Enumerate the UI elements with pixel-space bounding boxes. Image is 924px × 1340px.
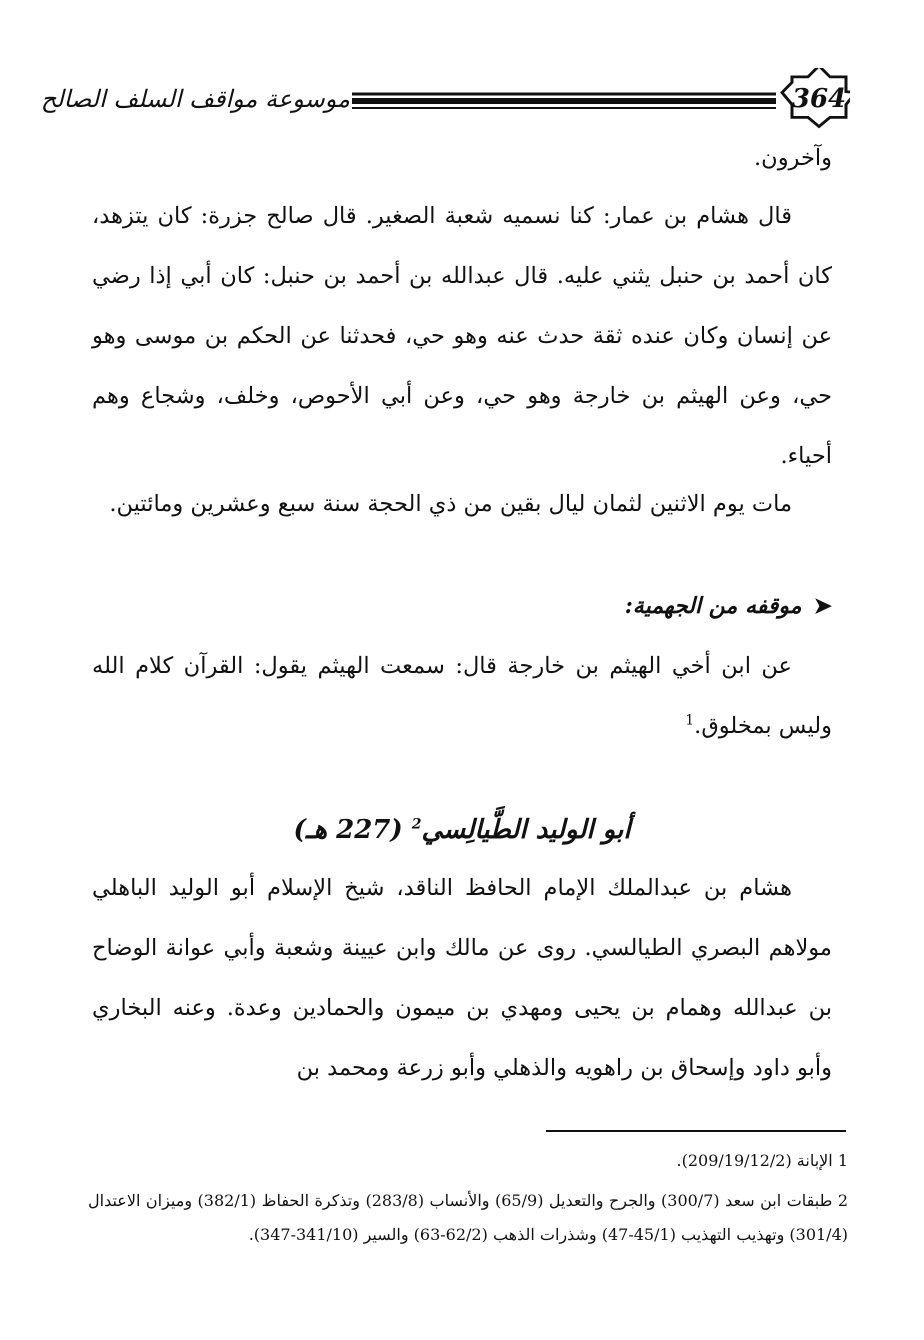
paragraph-text: عن ابن أخي الهيثم بن خارجة قال: سمعت الهيثم يقول: القرآن كلام الله وليس بمخلوق. [92,653,832,739]
paragraph: مات يوم الاثنين لثمان ليال بقين من ذي الحجة سنة سبع وعشرين ومائتين. [109,491,792,517]
paragraph: هشام بن عبدالملك الإمام الحافظ الناقد، شيخ الإسلام أبو الوليد الباهلي مولاهم البصري الطيالسي. روى عن مالك وابن عيينة وشعبة وأبي عوانة الوضاح بن عبدالله وهمام بن يحيى ومهدي بن ميمون والحمادين وعدة. وعنه البخاري وأبو داود وإسحاق بن راهويه والذهلي وأبو زرعة ومحمد بن [92,875,832,1081]
footnote-number: 1 [837,1151,848,1170]
paragraph: قال هشام بن عمار: كنا نسميه شعبة الصغير. قال صالح جزرة: كان يتزهد، كان أحمد بن حنبل يثني عليه. قال عبدالله بن أحمد بن حنبل: كان أبي إذا رضي عن إنسان وكان عنده ثقة حدث عنه وهو حي، فحدثنا عن الحكم بن موسى وهو حي، وعن الهيثم بن خارجة وهو حي، وعن أبي الأحوص، وخلف، وشجاع وهم أحياء. [92,203,832,469]
subheading [92,582,832,630]
footnote-text: الإبانة (209/19/12/2). [676,1151,833,1170]
section-title-name: أبو الوليد الطَّيالِسي [421,815,631,845]
footnote-divider [546,1130,846,1132]
footnote-text: طبقات ابن سعد (300/7) والجرح والتعديل (65/9) والأنساب (283/8) وتذكرة الحفاظ (382/1) وميزان الاعتدال (301/4) وتهذيب التهذيب (45/1-47) وشذرات الذهب (62/2-63) والسير (341/10-347). [88,1191,848,1244]
continuation-line: وآخرون. [754,145,832,171]
footnote-ref: 1 [685,712,695,729]
paragraph [92,636,832,756]
footnote [88,1184,848,1252]
page-number: 364 [791,84,847,114]
footnote-number: 2 [837,1191,848,1210]
subheading-text: موقفه من الجهمية: [624,593,802,619]
section-title-date: (227 هـ) [293,815,403,845]
arrow-bullet-icon: ➤ [813,593,832,619]
running-title: موسوعة مواقف السلف الصالح [40,85,350,113]
page-header [40,68,850,130]
footnote [88,1144,848,1178]
footnote-ref: 2 [411,816,422,833]
section-title [100,800,824,860]
